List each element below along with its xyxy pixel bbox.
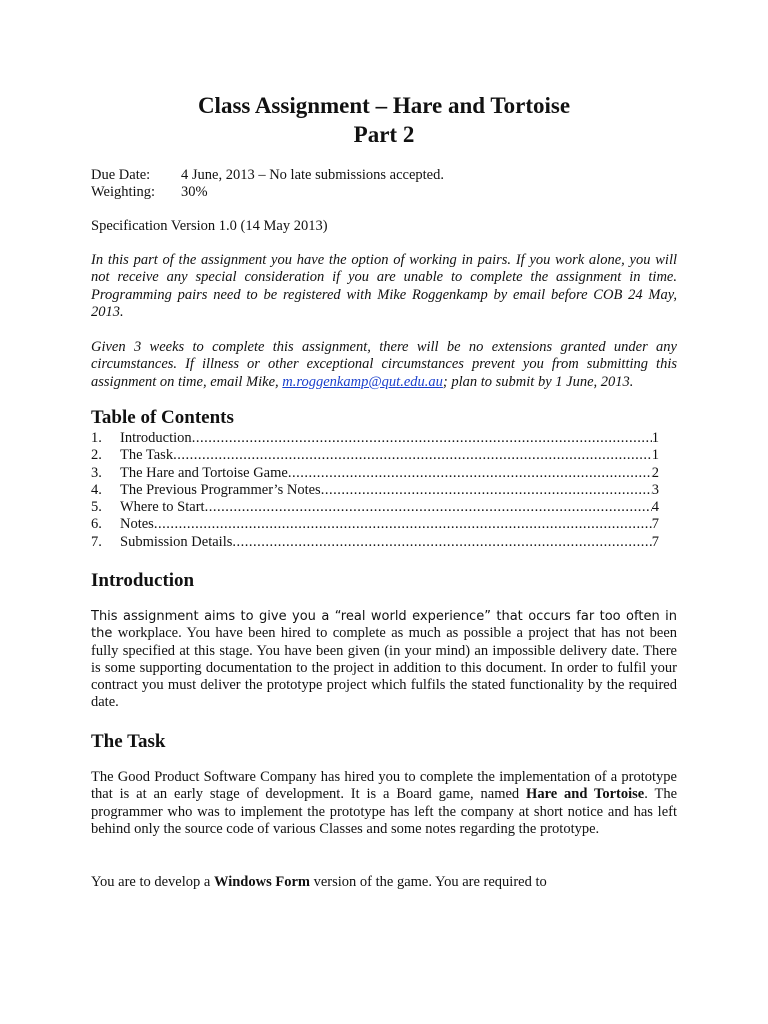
- introduction-paragraph: [91, 608, 677, 712]
- toc-leader: [232, 534, 651, 551]
- due-date-row: [91, 166, 444, 184]
- toc-leader: [173, 447, 652, 464]
- introduction-heading: Introduction: [91, 570, 195, 591]
- toc-title: Introduction: [120, 430, 192, 446]
- task-heading: The Task: [91, 731, 166, 752]
- toc-page-number: 1: [651, 447, 659, 464]
- task-text-1: The Good Product Software Company has hired you to complete the implementation of a prototype that is at an early stage of development. It is a Board game, named: [91, 769, 677, 803]
- toc-entry[interactable]: [91, 499, 659, 516]
- toc-number: 5.: [91, 499, 102, 516]
- toc-number: 6.: [91, 516, 102, 533]
- toc-page-number: 2: [651, 464, 659, 481]
- toc-number: 2.: [91, 447, 102, 464]
- title-line-2: Part 2: [353, 122, 415, 147]
- develop-text-1: You are to develop a: [91, 874, 214, 890]
- deadline-text-1: Given 3 weeks to complete this assignment, there will be no extensions granted under any circumstances. If illness or other exceptional circumstances prevent you from submitting this assignment on time, email Mike,: [91, 339, 677, 390]
- due-date-value: 4 June, 2013 – No late submissions accepted.: [181, 167, 444, 183]
- weighting-label: Weighting:: [91, 184, 156, 200]
- develop-text-2: version of the game. You are required to: [309, 874, 547, 890]
- toc-number: 3.: [91, 464, 102, 481]
- toc-title: The Previous Programmer’s Notes: [120, 481, 321, 498]
- table-of-contents: [91, 430, 659, 551]
- toc-leader: [288, 465, 652, 482]
- toc-title: The Task: [120, 447, 174, 464]
- due-date-label: Due Date:: [91, 167, 151, 183]
- toc-title: Where to Start: [120, 499, 205, 516]
- toc-leader: [154, 516, 652, 533]
- toc-leader: [205, 499, 652, 516]
- toc-page-number: 1: [651, 430, 659, 446]
- weighting-row: [91, 183, 208, 201]
- toc-title: The Hare and Tortoise Game: [120, 464, 288, 481]
- task-text-2: . The programmer who was to implement the prototype has left the company at short notice and has left behind only the source code of various Classes and some notes regarding the prototype.: [91, 786, 677, 837]
- weighting-value: 30%: [181, 184, 208, 200]
- title-line-1: Class Assignment – Hare and Tortoise: [197, 93, 571, 118]
- toc-number: 1.: [91, 430, 102, 446]
- toc-number: 7.: [91, 533, 102, 550]
- toc-title: Submission Details: [120, 533, 233, 550]
- toc-entry[interactable]: [91, 516, 659, 533]
- toc-title: Notes: [120, 516, 154, 533]
- deadline-paragraph: [91, 339, 677, 391]
- toc-page-number: 7: [651, 516, 659, 533]
- game-name: Hare and Tortoise: [526, 786, 645, 803]
- develop-paragraph: [91, 874, 677, 891]
- toc-heading: Table of Contents: [91, 407, 234, 428]
- toc-entry[interactable]: [91, 447, 659, 464]
- toc-entry[interactable]: [91, 482, 659, 499]
- toc-leader: [321, 482, 652, 499]
- toc-entry[interactable]: [91, 430, 659, 447]
- email-link[interactable]: m.roggenkamp@qut.edu.au: [282, 373, 443, 390]
- toc-page-number: 3: [651, 481, 659, 498]
- deadline-text-2: ; plan to submit by 1 June, 2013.: [442, 373, 634, 390]
- windows-form-term: Windows Form: [213, 874, 310, 890]
- toc-entry[interactable]: [91, 465, 659, 482]
- intro-rest: workplace. You have been hired to complete as much as possible a project that has not been fully specified at this stage. You have been given (in your mind) an impossible delivery date. There is some supporting documentation to the project in addition to this document. In order to fulfil your contract you must deliver the prototype project which fulfils the stated functionality by the required date.: [91, 625, 678, 711]
- spec-version: Specification Version 1.0 (14 May 2013): [91, 218, 328, 234]
- toc-leader: [192, 430, 652, 447]
- pairs-paragraph: In this part of the assignment you have the option of working in pairs. If you work alone, you will not receive any special consideration if you are unable to complete the assignment in time. Programming pairs need to be registered with Mike Roggenkamp by email before COB 24 May, 2013.: [91, 252, 677, 320]
- toc-number: 4.: [91, 481, 102, 498]
- intro-first-line: This assignment aims to give you a “real world experience” that occurs far too often in the: [91, 609, 677, 642]
- toc-page-number: 4: [651, 499, 659, 516]
- toc-page-number: 7: [651, 533, 659, 550]
- toc-entry[interactable]: [91, 534, 659, 551]
- task-paragraph: [91, 769, 677, 838]
